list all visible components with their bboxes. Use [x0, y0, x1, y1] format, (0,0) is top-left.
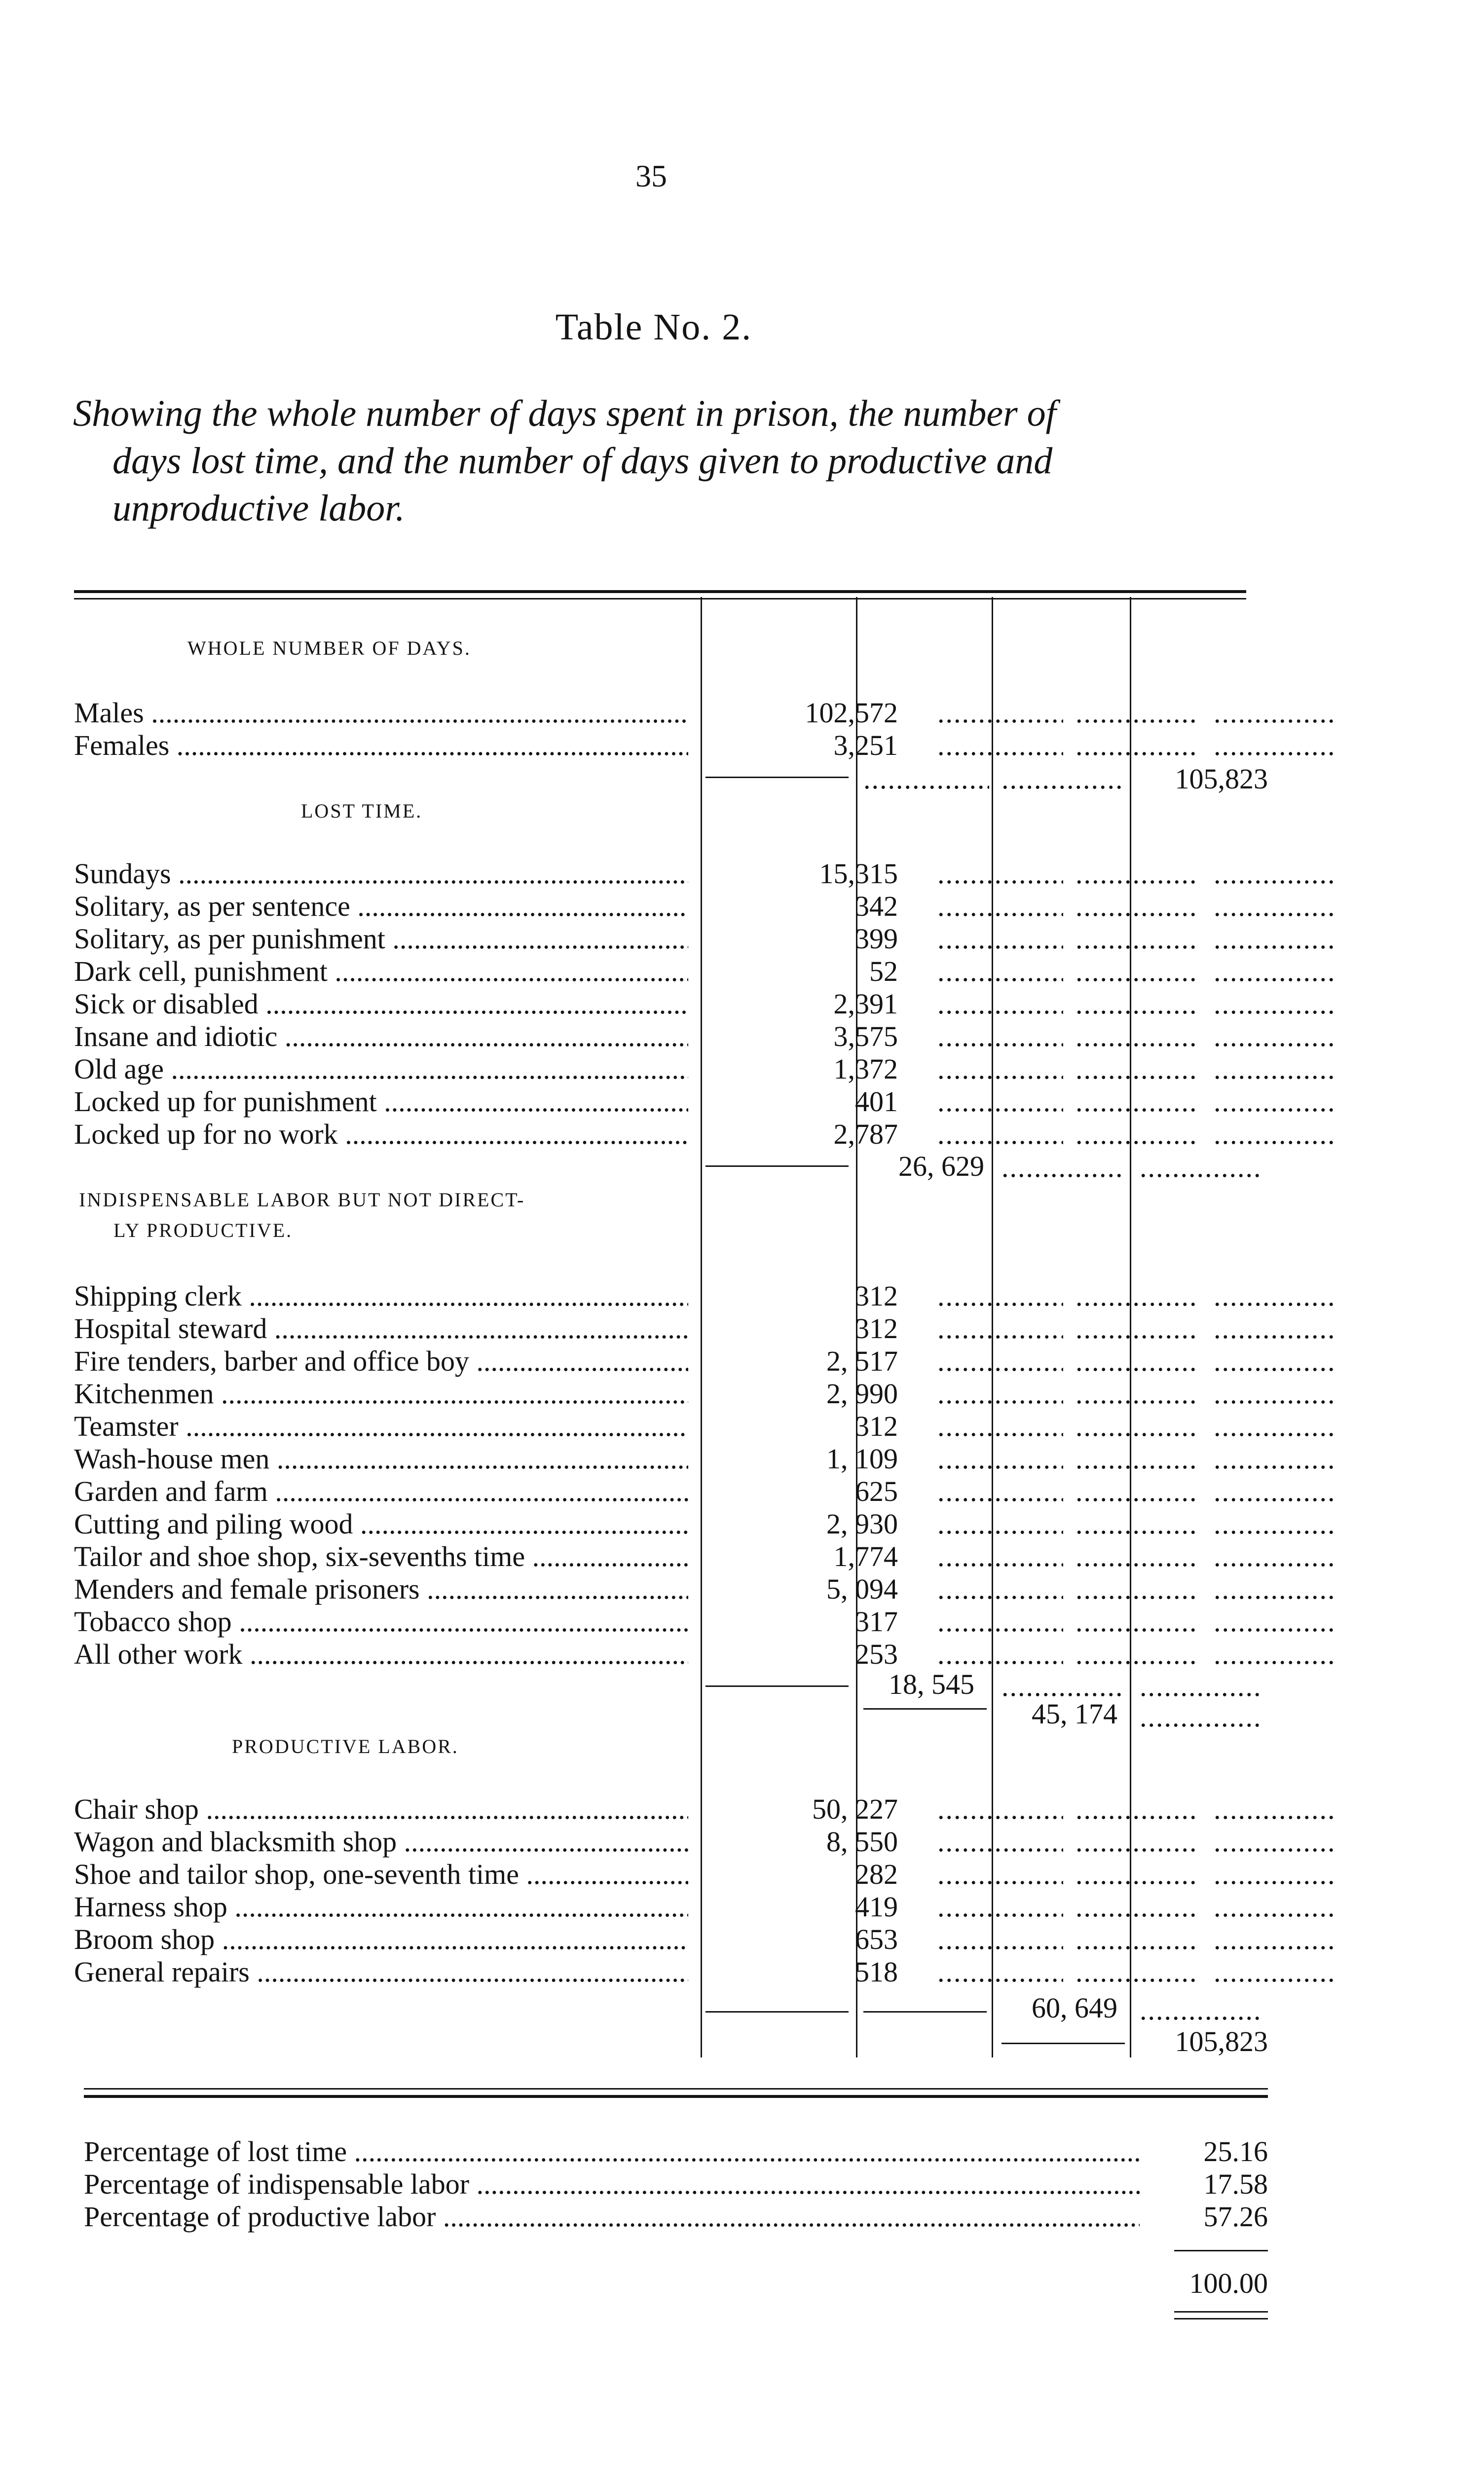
- table-row: [74, 1312, 1246, 1345]
- row-value: 52: [869, 955, 898, 987]
- leader-dots: [937, 1638, 1063, 1671]
- row-label: Solitary, as per punishment .....: [74, 923, 688, 955]
- percentage-total: 100.00: [1189, 2267, 1268, 2299]
- section-total: 105,823: [1175, 763, 1268, 795]
- sum-line: [705, 2011, 849, 2013]
- leader-dots: [1214, 1956, 1337, 1988]
- leader-dots: [1214, 1378, 1337, 1410]
- sum-line: [863, 1708, 987, 1710]
- leader-dots: [1214, 955, 1337, 988]
- leader-dots: [937, 1826, 1063, 1858]
- leader-dots: [1214, 1826, 1337, 1858]
- leader-dots: [1076, 955, 1196, 988]
- leader-dots: [1140, 1993, 1263, 2026]
- table-row: [74, 988, 1246, 1020]
- leader-dots: [1214, 1312, 1337, 1345]
- row-label: Fire tenders, barber and office boy .....: [74, 1345, 688, 1378]
- bottom-rule-thin: [84, 2088, 1268, 2090]
- leader-dots: [1076, 1826, 1196, 1858]
- leader-dots: [1076, 697, 1196, 729]
- table-row: [74, 1508, 1246, 1540]
- leader-dots: [937, 1085, 1063, 1118]
- section-heading-indispensable-cont: LY PRODUCTIVE.: [113, 1219, 293, 1241]
- row-label: Dark cell, punishment .....: [74, 955, 688, 988]
- row-label: Sundays .....: [74, 858, 688, 890]
- section-heading-productive: PRODUCTIVE LABOR.: [232, 1735, 459, 1757]
- table-row: [74, 1573, 1246, 1606]
- sum-line: [705, 1685, 849, 1687]
- leader-dots: [1214, 1573, 1337, 1606]
- leader-dots: [1076, 1923, 1196, 1956]
- row-value: 1, 109: [826, 1443, 898, 1475]
- leader-dots: [1076, 1378, 1196, 1410]
- leader-dots: [937, 858, 1063, 890]
- row-value: 282: [855, 1858, 898, 1890]
- row-label: Teamster .....: [74, 1410, 688, 1443]
- row-label: Wagon and blacksmith shop .....: [74, 1826, 688, 1858]
- leader-dots: [1076, 1118, 1196, 1151]
- row-label: Females .....: [74, 729, 688, 762]
- row-label: Males .....: [74, 697, 688, 729]
- table-row: [74, 1638, 1246, 1671]
- row-value: 312: [855, 1280, 898, 1312]
- leader-dots: [1076, 1638, 1196, 1671]
- sum-line: [705, 777, 849, 778]
- sum-line: [705, 1165, 849, 1167]
- table-row: [74, 1118, 1246, 1151]
- leader-dots: [1214, 890, 1337, 923]
- row-label: All other work .....: [74, 1638, 688, 1671]
- leader-dots: [937, 1280, 1063, 1312]
- subtitle-line: days lost time, and the number of days given to productive and: [112, 440, 1053, 482]
- table-row: [74, 1345, 1246, 1378]
- subtitle-line: Showing the whole number of days spent in prison, the number of: [73, 393, 1056, 434]
- section-heading-lost: LOST TIME.: [301, 800, 423, 822]
- leader-dots: [937, 1540, 1063, 1573]
- leader-dots: [1214, 1540, 1337, 1573]
- row-value: 317: [855, 1606, 898, 1638]
- row-label: Menders and female prisoners .....: [74, 1573, 688, 1606]
- leader-dots: [1214, 988, 1337, 1020]
- row-value: 50, 227: [812, 1793, 898, 1825]
- percentage-value: 57.26: [1203, 2201, 1268, 2233]
- leader-dots: [937, 988, 1063, 1020]
- leader-dots: [863, 762, 989, 795]
- table-row: [74, 1475, 1246, 1508]
- row-label: Sick or disabled .....: [74, 988, 688, 1020]
- table-row: [74, 1858, 1246, 1891]
- table-row: [74, 729, 1246, 762]
- row-label: Shipping clerk .....: [74, 1280, 688, 1312]
- section-heading-indispensable: INDISPENSABLE LABOR BUT NOT DIRECT-: [79, 1189, 525, 1211]
- leader-dots: [1214, 1858, 1337, 1891]
- leader-dots: [1076, 923, 1196, 955]
- leader-dots: [1076, 729, 1196, 762]
- table-row: [74, 1793, 1246, 1826]
- leader-dots: [1076, 1606, 1196, 1638]
- row-label: Old age .....: [74, 1053, 688, 1085]
- leader-dots: [937, 923, 1063, 955]
- double-underline: [1174, 2318, 1268, 2319]
- percentage-value: 25.16: [1203, 2135, 1268, 2168]
- leader-dots: [937, 1573, 1063, 1606]
- leader-dots: [1214, 1280, 1337, 1312]
- bottom-rule: [84, 2095, 1268, 2098]
- percentage-label: Percentage of productive labor .....: [84, 2201, 1140, 2233]
- section-total: 60, 649: [1032, 1992, 1117, 2024]
- leader-dots: [937, 697, 1063, 729]
- page-number: 35: [635, 158, 667, 193]
- leader-dots: [937, 1956, 1063, 1988]
- leader-dots: [1076, 1280, 1196, 1312]
- leader-dots: [937, 1508, 1063, 1540]
- sum-line: [863, 2011, 987, 2013]
- leader-dots: [1214, 1443, 1337, 1475]
- leader-dots: [1214, 1638, 1337, 1671]
- table-row: [74, 1923, 1246, 1956]
- row-value: 2, 990: [826, 1378, 898, 1410]
- percentage-row: [84, 2201, 1268, 2233]
- leader-dots: [1140, 1151, 1263, 1184]
- row-label: Kitchenmen .....: [74, 1378, 688, 1410]
- leader-dots: [1214, 697, 1337, 729]
- leader-dots: [937, 1443, 1063, 1475]
- leader-dots: [937, 890, 1063, 923]
- leader-dots: [937, 1793, 1063, 1826]
- row-value: 342: [855, 890, 898, 922]
- leader-dots: [937, 1020, 1063, 1053]
- leader-dots: [1076, 1085, 1196, 1118]
- table-row: [74, 1053, 1246, 1085]
- leader-dots: [937, 1475, 1063, 1508]
- section-total: 18, 545: [889, 1668, 974, 1700]
- table-row: [74, 1280, 1246, 1312]
- row-label: Chair shop .....: [74, 1793, 688, 1826]
- leader-dots: [1140, 1670, 1263, 1703]
- row-value: 399: [855, 923, 898, 955]
- leader-dots: [1076, 1312, 1196, 1345]
- table-row: [74, 1378, 1246, 1410]
- row-value: 3,575: [833, 1020, 898, 1052]
- leader-dots: [1076, 988, 1196, 1020]
- percentage-label: Percentage of indispensable labor .....: [84, 2168, 1140, 2201]
- leader-dots: [1214, 858, 1337, 890]
- row-value: 102,572: [805, 697, 898, 729]
- leader-dots: [1076, 1053, 1196, 1085]
- leader-dots: [1214, 1793, 1337, 1826]
- row-label: Cutting and piling wood .....: [74, 1508, 688, 1540]
- grand-total: 105,823: [1175, 2025, 1268, 2057]
- leader-dots: [1076, 1020, 1196, 1053]
- table-row: [74, 1540, 1246, 1573]
- row-label: Garden and farm .....: [74, 1475, 688, 1508]
- row-label: Wash-house men .....: [74, 1443, 688, 1475]
- percentage-row: [84, 2168, 1268, 2201]
- leader-dots: [1002, 1151, 1122, 1184]
- leader-dots: [1002, 762, 1122, 795]
- leader-dots: [1076, 1956, 1196, 1988]
- leader-dots: [1214, 1606, 1337, 1638]
- row-value: 312: [855, 1312, 898, 1345]
- row-label: Insane and idiotic .....: [74, 1020, 688, 1053]
- row-value: 5, 094: [826, 1573, 898, 1605]
- leader-dots: [1076, 1573, 1196, 1606]
- table-row: [74, 1085, 1246, 1118]
- leader-dots: [1214, 1053, 1337, 1085]
- table-row: [74, 1606, 1246, 1638]
- table-row: [74, 1410, 1246, 1443]
- row-value: 15,315: [819, 858, 898, 890]
- leader-dots: [1214, 1020, 1337, 1053]
- sum-line: [1174, 2250, 1268, 2251]
- leader-dots: [937, 1606, 1063, 1638]
- row-label: Broom shop .....: [74, 1923, 688, 1956]
- sum-line: [1002, 2043, 1125, 2044]
- leader-dots: [937, 1858, 1063, 1891]
- section-subtotal: 45, 174: [1032, 1698, 1117, 1730]
- leader-dots: [1076, 1443, 1196, 1475]
- row-value: 2,391: [833, 988, 898, 1020]
- leader-dots: [1214, 1085, 1337, 1118]
- leader-dots: [937, 1923, 1063, 1956]
- double-underline: [1174, 2311, 1268, 2313]
- leader-dots: [1076, 1891, 1196, 1923]
- leader-dots: [1076, 1540, 1196, 1573]
- row-value: 1,774: [833, 1540, 898, 1572]
- leader-dots: [1140, 1700, 1263, 1733]
- table-row: [74, 1020, 1246, 1053]
- row-label: Solitary, as per sentence .....: [74, 890, 688, 923]
- row-label: Harness shop .....: [74, 1891, 688, 1923]
- row-label: Tobacco shop .....: [74, 1606, 688, 1638]
- row-label: Locked up for punishment .....: [74, 1085, 688, 1118]
- section-heading-whole: WHOLE NUMBER OF DAYS.: [187, 637, 471, 659]
- percentage-value: 17.58: [1203, 2168, 1268, 2200]
- leader-dots: [1214, 729, 1337, 762]
- row-value: 419: [855, 1891, 898, 1923]
- row-value: 253: [855, 1638, 898, 1670]
- table-title: Table No. 2.: [555, 306, 752, 348]
- leader-dots: [1214, 1118, 1337, 1151]
- leader-dots: [1076, 890, 1196, 923]
- row-value: 8, 550: [826, 1826, 898, 1858]
- leader-dots: [1076, 1345, 1196, 1378]
- table-row: [74, 923, 1246, 955]
- leader-dots: [1076, 1858, 1196, 1891]
- table-row: [74, 890, 1246, 923]
- leader-dots: [937, 1410, 1063, 1443]
- row-value: 625: [855, 1475, 898, 1507]
- leader-dots: [1076, 858, 1196, 890]
- leader-dots: [1214, 1345, 1337, 1378]
- leader-dots: [1214, 1508, 1337, 1540]
- table-row: [74, 1891, 1246, 1923]
- leader-dots: [937, 1118, 1063, 1151]
- leader-dots: [937, 1312, 1063, 1345]
- leader-dots: [1214, 1923, 1337, 1956]
- percentage-row: [84, 2135, 1268, 2168]
- row-value: 2, 930: [826, 1508, 898, 1540]
- leader-dots: [1214, 923, 1337, 955]
- leader-dots: [937, 1891, 1063, 1923]
- row-value: 653: [855, 1923, 898, 1955]
- leader-dots: [937, 1345, 1063, 1378]
- table-row: [74, 955, 1246, 988]
- leader-dots: [1214, 1410, 1337, 1443]
- row-label: General repairs .....: [74, 1956, 688, 1988]
- row-label: Shoe and tailor shop, one-seventh time .....: [74, 1858, 688, 1891]
- top-rule: [74, 590, 1246, 593]
- table-row: [74, 697, 1246, 729]
- section-total: 26, 629: [898, 1150, 984, 1182]
- leader-dots: [1076, 1410, 1196, 1443]
- leader-dots: [1076, 1793, 1196, 1826]
- leader-dots: [937, 729, 1063, 762]
- leader-dots: [937, 955, 1063, 988]
- row-value: 2, 517: [826, 1345, 898, 1377]
- row-value: 3,251: [833, 729, 898, 761]
- leader-dots: [937, 1053, 1063, 1085]
- table-subtitle: [73, 390, 1267, 532]
- row-value: 1,372: [833, 1053, 898, 1085]
- leader-dots: [1076, 1508, 1196, 1540]
- leader-dots: [1214, 1891, 1337, 1923]
- subtitle-line: unproductive labor.: [112, 487, 405, 529]
- row-value: 401: [855, 1085, 898, 1118]
- leader-dots: [937, 1378, 1063, 1410]
- table-row: [74, 1956, 1246, 1988]
- row-value: 518: [855, 1956, 898, 1988]
- row-value: 2,787: [833, 1118, 898, 1150]
- table-row: [74, 1826, 1246, 1858]
- table-row: [74, 858, 1246, 890]
- row-label: Hospital steward .....: [74, 1312, 688, 1345]
- percentage-label: Percentage of lost time .....: [84, 2135, 1140, 2168]
- leader-dots: [1214, 1475, 1337, 1508]
- top-rule-thin: [74, 598, 1246, 599]
- row-value: 312: [855, 1410, 898, 1442]
- table-row: [74, 1443, 1246, 1475]
- row-label: Locked up for no work .....: [74, 1118, 688, 1151]
- leader-dots: [1076, 1475, 1196, 1508]
- row-label: Tailor and shoe shop, six-sevenths time .....: [74, 1540, 688, 1573]
